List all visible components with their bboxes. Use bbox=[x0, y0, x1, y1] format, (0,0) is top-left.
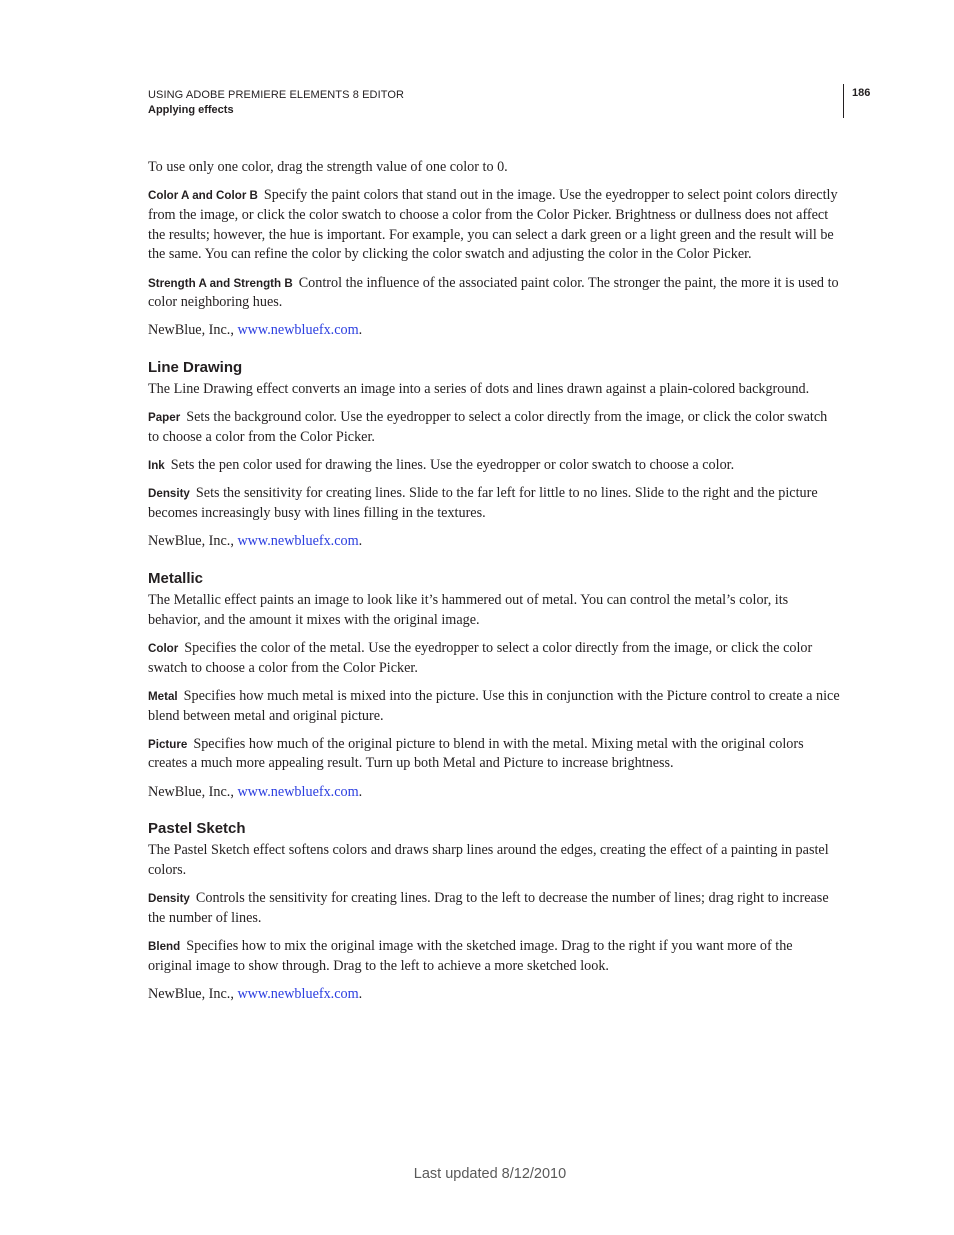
intro-paragraph: To use only one color, drag the strength value of one color to 0. bbox=[148, 159, 508, 175]
option-metal bbox=[148, 687, 840, 726]
option-density bbox=[148, 484, 840, 523]
chapter-title: Applying effects bbox=[148, 104, 234, 116]
option-blend bbox=[148, 937, 840, 976]
credit-prefix: NewBlue, Inc., bbox=[148, 986, 238, 1003]
option-text: Specifies how much of the original picture to blend in with the metal. Mixing metal with the original colors creates a much more appealing result. Turn up both Metal and Picture to increase brightness. bbox=[148, 735, 804, 772]
option-term: Ink bbox=[148, 459, 165, 473]
option-term: Picture bbox=[148, 737, 188, 751]
credit-prefix: NewBlue, Inc., bbox=[148, 322, 238, 339]
credit-line bbox=[148, 321, 840, 341]
credit-suffix: . bbox=[358, 986, 363, 1003]
option-text: Control the influence of the associated paint color. The stronger the paint, the more it is used to color neighboring hues. bbox=[148, 274, 839, 311]
option-term: Strength A and Strength B bbox=[148, 276, 293, 290]
option-term: Density bbox=[148, 487, 190, 501]
credit-line bbox=[148, 532, 840, 552]
credit-link[interactable]: www.newbluefx.com bbox=[237, 986, 359, 1003]
last-updated-footer: Last updated 8/12/2010 bbox=[413, 1166, 567, 1182]
credit-suffix: . bbox=[358, 322, 363, 339]
header-divider bbox=[843, 84, 844, 118]
option-term: Blend bbox=[148, 940, 181, 954]
credit-line bbox=[148, 783, 840, 803]
document-title: USING ADOBE PREMIERE ELEMENTS 8 EDITOR bbox=[148, 89, 405, 101]
running-header bbox=[148, 88, 404, 118]
page-number: 186 bbox=[852, 87, 871, 99]
option-term: Paper bbox=[148, 411, 181, 425]
section-heading-pastel-sketch: Pastel Sketch bbox=[148, 820, 246, 838]
option-ink bbox=[148, 456, 840, 476]
option-text: Sets the pen color used for drawing the lines. Use the eyedropper or color swatch to choose a color. bbox=[170, 457, 735, 474]
section-description: The Metallic effect paints an image to look like it’s hammered out of metal. You can control the metal’s color, its behavior, and the amount it mixes with the original image. bbox=[148, 592, 789, 628]
option-text: Specifies how much metal is mixed into the picture. Use this in conjunction with the Picture control to create a nice blend between metal and original picture. bbox=[148, 687, 840, 724]
credit-link[interactable]: www.newbluefx.com bbox=[237, 322, 359, 339]
option-text: Specifies how to mix the original image with the sketched image. Drag to the right if you want more of the original image to show through. Drag to the left to achieve a more sketched look. bbox=[148, 938, 793, 974]
section-description: The Pastel Sketch effect softens colors and draws sharp lines around the edges, creating the effect of a painting in pastel colors. bbox=[148, 842, 829, 879]
option-text: Specifies the color of the metal. Use the eyedropper to select a color directly from the image, or click the color swatch to choose a color from the Color Picker. bbox=[148, 639, 813, 676]
credit-link[interactable]: www.newbluefx.com bbox=[237, 783, 359, 800]
option-strength-a-b bbox=[148, 274, 840, 313]
option-text: Sets the sensitivity for creating lines. Slide to the far left for little to no lines. Slide to the right and the picture becomes increasingly busy with lines filling in the textures. bbox=[148, 485, 818, 522]
option-text: Sets the background color. Use the eyedropper to select a color directly from the image, or click the color swatch to choose a color from the Color Picker. bbox=[148, 409, 828, 446]
page-content bbox=[148, 158, 840, 1013]
option-paper bbox=[148, 408, 840, 447]
option-term: Color bbox=[148, 641, 179, 655]
option-text: Specify the paint colors that stand out in the image. Use the eyedropper to select point colors directly from the image, or click the color swatch to choose a color from the Color Picker. Brightness or dullness does not affect the results; however, the hue is important. For example, you can select a dark green or a light green and the result will be the same. You can refine the color by clicking the color swatch and adjusting the color in the Color Picker. bbox=[148, 187, 838, 263]
credit-line bbox=[148, 985, 840, 1005]
option-picture bbox=[148, 735, 840, 774]
option-density bbox=[148, 889, 840, 928]
option-term: Color A and Color B bbox=[148, 189, 258, 203]
section-heading-metallic: Metallic bbox=[148, 570, 204, 588]
credit-prefix: NewBlue, Inc., bbox=[148, 783, 238, 800]
option-text: Controls the sensitivity for creating lines. Drag to the left to decrease the number of lines; drag right to increase the number of lines. bbox=[148, 890, 829, 926]
option-color-a-b bbox=[148, 186, 840, 265]
credit-suffix: . bbox=[358, 533, 363, 550]
credit-link[interactable]: www.newbluefx.com bbox=[237, 533, 359, 550]
option-term: Metal bbox=[148, 689, 178, 703]
credit-suffix: . bbox=[358, 783, 363, 800]
section-heading-line-drawing: Line Drawing bbox=[148, 359, 243, 377]
section-description: The Line Drawing effect converts an image into a series of dots and lines drawn against a plain-colored background. bbox=[148, 381, 810, 398]
option-color bbox=[148, 639, 840, 678]
option-term: Density bbox=[148, 892, 190, 906]
credit-prefix: NewBlue, Inc., bbox=[148, 533, 238, 550]
